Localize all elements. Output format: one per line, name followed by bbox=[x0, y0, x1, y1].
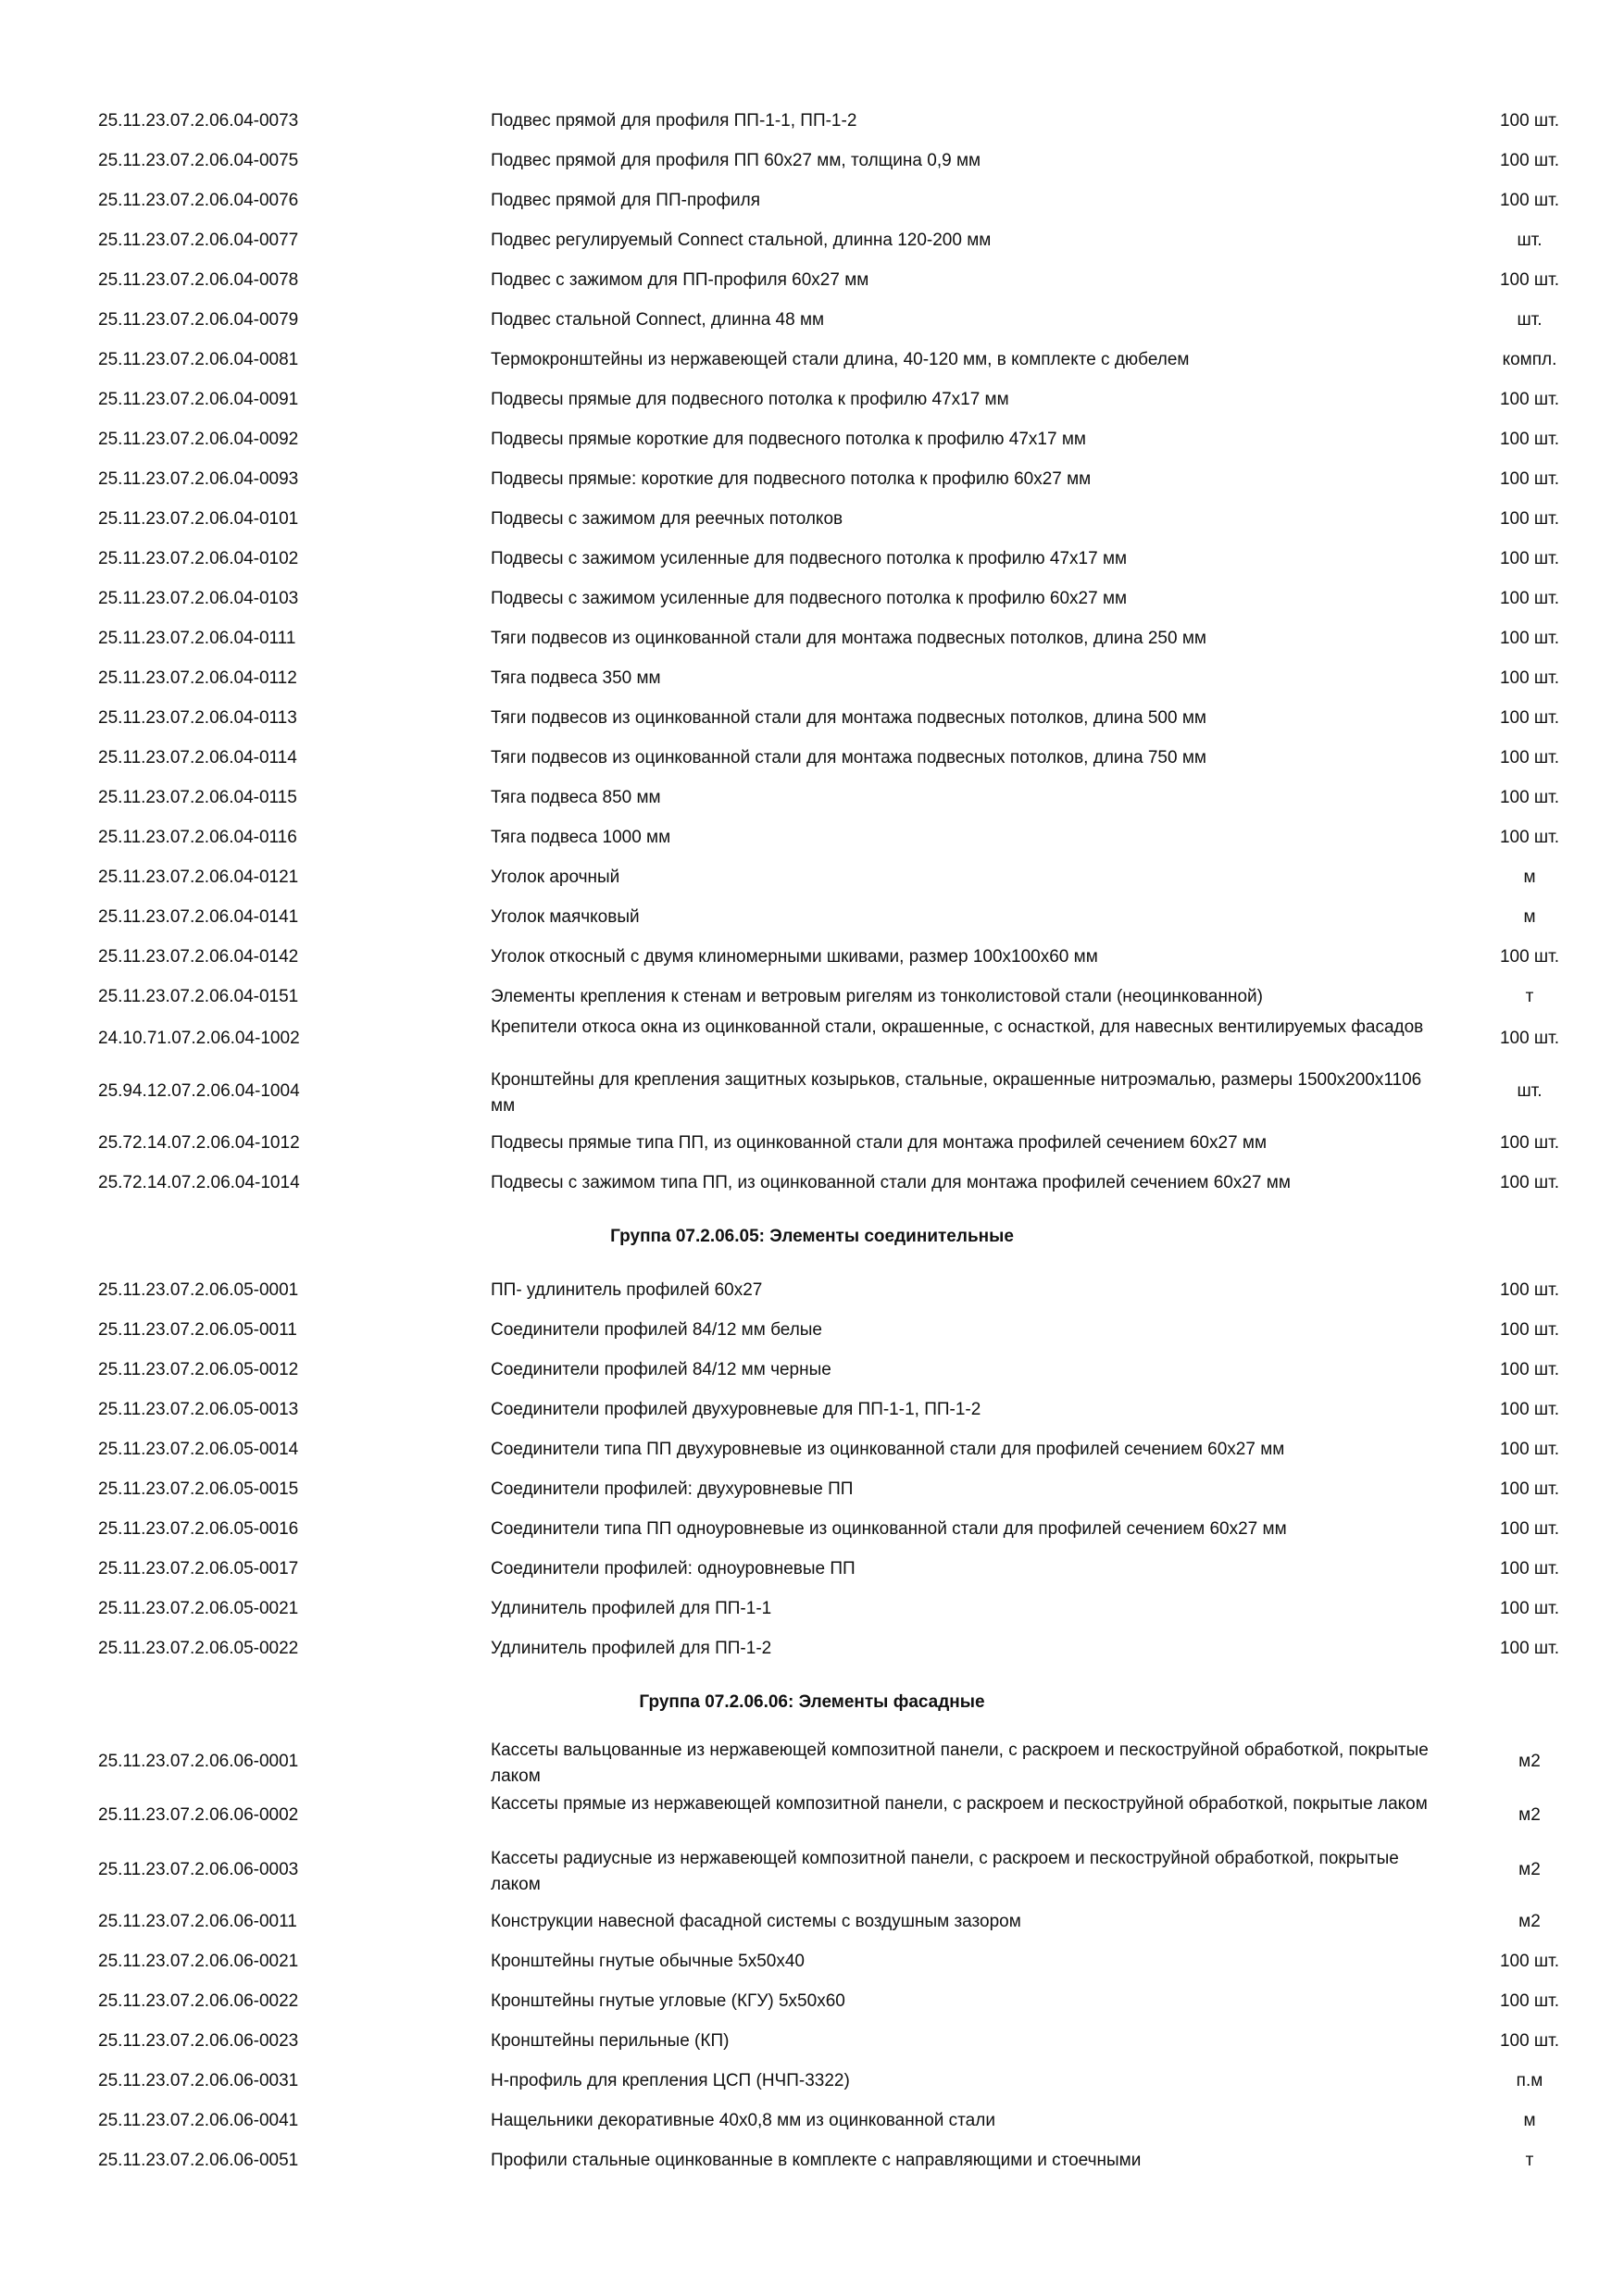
item-unit: 100 шт. bbox=[1499, 1639, 1560, 1658]
item-code: 25.11.23.07.2.06.04-0142 bbox=[98, 947, 299, 967]
item-name: Кассеты прямые из нержавеющей композитной панели, с раскроем и пескоструйной обработкой, покрытые лаком bbox=[491, 1794, 1428, 1814]
item-unit: м2 bbox=[1518, 1860, 1541, 1879]
item-name: Подвесы с зажимом усиленные для подвесного потолка к профилю 47х17 мм bbox=[491, 549, 1128, 568]
item-unit: м2 bbox=[1518, 1912, 1541, 1931]
item-code: 25.11.23.07.2.06.05-0014 bbox=[98, 1440, 299, 1459]
item-unit: м bbox=[1523, 907, 1536, 927]
item-code: 25.11.23.07.2.06.05-0012 bbox=[98, 1360, 299, 1379]
item-code: 25.11.23.07.2.06.05-0013 bbox=[98, 1400, 299, 1419]
item-code: 25.11.23.07.2.06.05-0022 bbox=[98, 1639, 299, 1658]
item-code: 25.11.23.07.2.06.04-0141 bbox=[98, 907, 299, 927]
item-code: 25.11.23.07.2.06.04-0112 bbox=[98, 668, 297, 688]
item-unit: 100 шт. bbox=[1499, 390, 1560, 409]
item-unit: шт. bbox=[1517, 1081, 1543, 1101]
item-code: 25.11.23.07.2.06.05-0017 bbox=[98, 1559, 299, 1578]
item-name: Тяги подвесов из оцинкованной стали для монтажа подвесных потолков, длина 250 мм bbox=[491, 629, 1206, 648]
item-code: 25.11.23.07.2.06.06-0011 bbox=[98, 1912, 297, 1931]
item-unit: 100 шт. bbox=[1499, 1280, 1560, 1300]
item-code: 25.72.14.07.2.06.04-1012 bbox=[98, 1133, 300, 1153]
item-code: 25.11.23.07.2.06.04-0092 bbox=[98, 430, 299, 449]
item-unit: м bbox=[1523, 2111, 1536, 2130]
item-unit: 100 шт. bbox=[1499, 2031, 1560, 2051]
item-name: Соединители профилей двухуровневые для ПП-1-1, ПП-1-2 bbox=[491, 1400, 981, 1419]
item-unit: 100 шт. bbox=[1499, 1952, 1560, 1971]
item-unit: 100 шт. bbox=[1499, 1599, 1560, 1618]
item-code: 25.11.23.07.2.06.06-0023 bbox=[98, 2031, 299, 2051]
item-code: 25.11.23.07.2.06.06-0041 bbox=[98, 2111, 299, 2130]
item-unit: 100 шт. bbox=[1499, 270, 1560, 290]
item-name: Соединители профилей 84/12 мм белые bbox=[491, 1320, 823, 1340]
item-unit: 100 шт. bbox=[1499, 1173, 1560, 1192]
item-code: 25.94.12.07.2.06.04-1004 bbox=[98, 1081, 300, 1101]
item-unit: м2 bbox=[1518, 1752, 1541, 1771]
item-name: Конструкции навесной фасадной системы с воздушным зазором bbox=[491, 1912, 1021, 1931]
item-code: 25.11.23.07.2.06.05-0011 bbox=[98, 1320, 297, 1340]
item-name: Кронштейны гнутые обычные 5х50х40 bbox=[491, 1952, 805, 1971]
item-code: 25.11.23.07.2.06.04-0075 bbox=[98, 151, 299, 170]
item-code: 25.11.23.07.2.06.05-0001 bbox=[98, 1280, 299, 1300]
group-heading: Группа 07.2.06.05: Элементы соединительные bbox=[610, 1227, 1014, 1246]
item-name: Подвес стальной Connect, длинна 48 мм bbox=[491, 310, 825, 330]
item-name: Подвес прямой для ПП-профиля bbox=[491, 191, 760, 210]
item-unit: м2 bbox=[1518, 1805, 1541, 1825]
item-name: Соединители типа ПП двухуровневые из оцинкованной стали для профилей сечением 60х27 мм bbox=[491, 1440, 1285, 1459]
item-code: 25.11.23.07.2.06.04-0102 bbox=[98, 549, 299, 568]
item-name: Тяги подвесов из оцинкованной стали для монтажа подвесных потолков, длина 750 мм bbox=[491, 748, 1206, 767]
item-unit: м bbox=[1523, 867, 1536, 887]
item-unit: шт. bbox=[1517, 231, 1543, 250]
item-code: 25.11.23.07.2.06.06-0002 bbox=[98, 1805, 299, 1825]
item-name: Соединители типа ПП одноуровневые из оцинкованной стали для профилей сечением 60х27 мм bbox=[491, 1519, 1287, 1539]
item-unit: 100 шт. bbox=[1499, 1519, 1560, 1539]
item-name: Подвесы с зажимом для реечных потолков bbox=[491, 509, 843, 529]
item-name: Подвесы прямые: короткие для подвесного потолка к профилю 60х27 мм bbox=[491, 469, 1092, 489]
item-unit: 100 шт. bbox=[1499, 111, 1560, 131]
item-code: 25.11.23.07.2.06.04-0101 bbox=[98, 509, 299, 529]
item-code: 25.11.23.07.2.06.05-0021 bbox=[98, 1599, 299, 1618]
item-unit: 100 шт. bbox=[1499, 1029, 1560, 1048]
item-code: 25.11.23.07.2.06.04-0078 bbox=[98, 270, 299, 290]
item-code: 25.11.23.07.2.06.06-0003 bbox=[98, 1860, 299, 1879]
item-code: 25.11.23.07.2.06.04-0076 bbox=[98, 191, 299, 210]
item-unit: 100 шт. bbox=[1499, 748, 1560, 767]
item-name: Тяга подвеса 850 мм bbox=[491, 788, 661, 807]
item-code: 25.11.23.07.2.06.04-0103 bbox=[98, 589, 299, 608]
item-name: Кронштейны для крепления защитных козырьков, стальные, окрашенные нитроэмалью, размеры 1500х200х1106 мм bbox=[491, 1070, 1422, 1116]
item-code: 25.11.23.07.2.06.05-0016 bbox=[98, 1519, 299, 1539]
item-code: 25.11.23.07.2.06.04-0073 bbox=[98, 111, 299, 131]
item-unit: 100 шт. bbox=[1499, 151, 1560, 170]
item-unit: 100 шт. bbox=[1499, 1991, 1560, 2011]
item-name: Кронштейны гнутые угловые (КГУ) 5х50х60 bbox=[491, 1991, 845, 2011]
item-code: 25.11.23.07.2.06.04-0115 bbox=[98, 788, 297, 807]
item-name: Подвес прямой для профиля ПП 60х27 мм, толщина 0,9 мм bbox=[491, 151, 981, 170]
item-unit: 100 шт. bbox=[1499, 1559, 1560, 1578]
item-name: Кронштейны перильные (КП) bbox=[491, 2031, 730, 2051]
item-unit: 100 шт. bbox=[1499, 1440, 1560, 1459]
item-code: 25.11.23.07.2.06.04-0114 bbox=[98, 748, 297, 767]
item-name: Удлинитель профилей для ПП-1-1 bbox=[491, 1599, 772, 1618]
item-name: Уголок арочный bbox=[491, 867, 620, 887]
item-unit: 100 шт. bbox=[1499, 1360, 1560, 1379]
item-name: Кассеты вальцованные из нержавеющей композитной панели, с раскроем и пескоструйной обработкой, покрытые лаком bbox=[491, 1741, 1429, 1786]
item-name: Н-профиль для крепления ЦСП (НЧП-3322) bbox=[491, 2071, 850, 2090]
item-name: Подвесы прямые для подвесного потолка к профилю 47х17 мм bbox=[491, 390, 1009, 409]
item-code: 25.11.23.07.2.06.06-0021 bbox=[98, 1952, 299, 1971]
item-name: Подвес регулируемый Connect стальной, длинна 120-200 мм bbox=[491, 231, 992, 250]
item-name: Кассеты радиусные из нержавеющей композитной панели, с раскроем и пескоструйной обработкой, покрытые лаком bbox=[491, 1849, 1399, 1894]
item-code: 25.11.23.07.2.06.04-0121 bbox=[98, 867, 299, 887]
item-unit: 100 шт. bbox=[1499, 191, 1560, 210]
item-name: Подвесы с зажимом типа ПП, из оцинкованной стали для монтажа профилей сечением 60х27 мм bbox=[491, 1173, 1291, 1192]
item-unit: 100 шт. bbox=[1499, 589, 1560, 608]
item-code: 24.10.71.07.2.06.04-1002 bbox=[98, 1029, 300, 1048]
group-heading: Группа 07.2.06.06: Элементы фасадные bbox=[639, 1692, 985, 1712]
item-code: 25.11.23.07.2.06.04-0091 bbox=[98, 390, 299, 409]
item-code: 25.11.23.07.2.06.06-0022 bbox=[98, 1991, 299, 2011]
item-code: 25.11.23.07.2.06.04-0079 bbox=[98, 310, 299, 330]
item-code: 25.11.23.07.2.06.06-0051 bbox=[98, 2151, 299, 2170]
item-code: 25.11.23.07.2.06.04-0111 bbox=[98, 629, 296, 648]
item-unit: п.м bbox=[1516, 2071, 1543, 2090]
item-name: Термокронштейны из нержавеющей стали длина, 40-120 мм, в комплекте с дюбелем bbox=[491, 350, 1190, 369]
item-code: 25.11.23.07.2.06.04-0113 bbox=[98, 708, 297, 728]
item-code: 25.11.23.07.2.06.05-0015 bbox=[98, 1479, 299, 1499]
item-name: Подвесы с зажимом усиленные для подвесного потолка к профилю 60х27 мм bbox=[491, 589, 1128, 608]
item-name: Тяги подвесов из оцинкованной стали для монтажа подвесных потолков, длина 500 мм bbox=[491, 708, 1206, 728]
item-unit: 100 шт. bbox=[1499, 509, 1560, 529]
item-unit: шт. bbox=[1517, 310, 1543, 330]
item-name: Элементы крепления к стенам и ветровым ригелям из тонколистовой стали (неоцинкованной) bbox=[491, 987, 1263, 1006]
item-name: Удлинитель профилей для ПП-1-2 bbox=[491, 1639, 772, 1658]
item-unit: 100 шт. bbox=[1499, 947, 1560, 967]
item-unit: 100 шт. bbox=[1499, 828, 1560, 847]
item-name: Тяга подвеса 1000 мм bbox=[491, 828, 671, 847]
item-unit: т bbox=[1525, 987, 1534, 1006]
item-code: 25.11.23.07.2.06.06-0001 bbox=[98, 1752, 299, 1771]
item-code: 25.11.23.07.2.06.04-0116 bbox=[98, 828, 297, 847]
item-unit: 100 шт. bbox=[1499, 629, 1560, 648]
item-unit: 100 шт. bbox=[1499, 1320, 1560, 1340]
item-code: 25.11.23.07.2.06.04-0093 bbox=[98, 469, 299, 489]
item-code: 25.72.14.07.2.06.04-1014 bbox=[98, 1173, 300, 1192]
item-name: Уголок маячковый bbox=[491, 907, 640, 927]
item-code: 25.11.23.07.2.06.04-0077 bbox=[98, 231, 299, 250]
item-code: 25.11.23.07.2.06.04-0081 bbox=[98, 350, 299, 369]
item-name: Профили стальные оцинкованные в комплекте с направляющими и стоечными bbox=[491, 2151, 1142, 2170]
item-code: 25.11.23.07.2.06.06-0031 bbox=[98, 2071, 299, 2090]
item-unit: т bbox=[1525, 2151, 1534, 2170]
item-name: Подвесы прямые короткие для подвесного потолка к профилю 47х17 мм bbox=[491, 430, 1086, 449]
item-name: Соединители профилей 84/12 мм черные bbox=[491, 1360, 831, 1379]
item-code: 25.11.23.07.2.06.04-0151 bbox=[98, 987, 299, 1006]
item-unit: 100 шт. bbox=[1499, 788, 1560, 807]
item-name: Подвесы прямые типа ПП, из оцинкованной стали для монтажа профилей сечением 60х27 мм bbox=[491, 1133, 1268, 1153]
item-name: Крепители откоса окна из оцинкованной стали, окрашенные, с оснасткой, для навесных вентилируемых фасадов bbox=[491, 1017, 1424, 1037]
item-unit: 100 шт. bbox=[1499, 549, 1560, 568]
item-name: Тяга подвеса 350 мм bbox=[491, 668, 661, 688]
item-name: Соединители профилей: двухуровневые ПП bbox=[491, 1479, 854, 1499]
item-name: ПП- удлинитель профилей 60х27 bbox=[491, 1280, 763, 1300]
item-name: Уголок откосный с двумя клиномерными шкивами, размер 100х100х60 мм bbox=[491, 947, 1098, 967]
item-unit: 100 шт. bbox=[1499, 430, 1560, 449]
item-name: Соединители профилей: одноуровневые ПП bbox=[491, 1559, 856, 1578]
item-unit: 100 шт. bbox=[1499, 1400, 1560, 1419]
item-unit: 100 шт. bbox=[1499, 1133, 1560, 1153]
item-unit: 100 шт. bbox=[1499, 708, 1560, 728]
item-unit: 100 шт. bbox=[1499, 1479, 1560, 1499]
item-name: Подвес прямой для профиля ПП-1-1, ПП-1-2 bbox=[491, 111, 857, 131]
item-unit: компл. bbox=[1502, 350, 1557, 369]
item-name: Нащельники декоративные 40х0,8 мм из оцинкованной стали bbox=[491, 2111, 995, 2130]
item-unit: 100 шт. bbox=[1499, 668, 1560, 688]
item-name: Подвес с зажимом для ПП-профиля 60х27 мм bbox=[491, 270, 869, 290]
item-unit: 100 шт. bbox=[1499, 469, 1560, 489]
